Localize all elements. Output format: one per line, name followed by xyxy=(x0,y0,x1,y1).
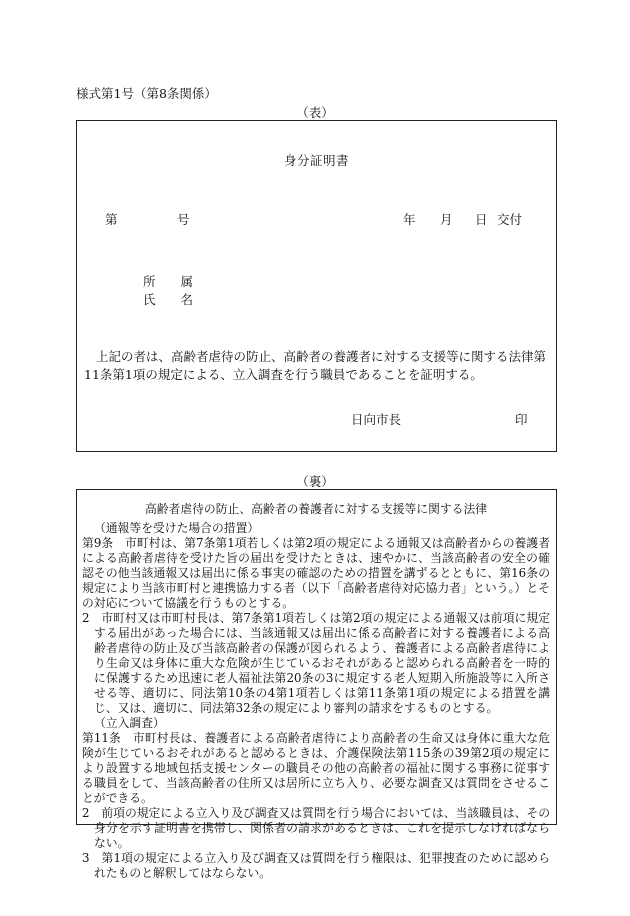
back-side-label: （裏） xyxy=(296,474,334,489)
certification-text: 上記の者は、高齢者虐待の防止、高齢者の養護者に対する支援等に関する法律第11条第1項の規定による、立入調査を行う職員であることを証明する。 xyxy=(84,349,547,382)
issuer-mayor: 日向市長 xyxy=(351,412,402,427)
article-11-paragraph-3: 3 第1項の規定による立入り及び調査又は質問を行う権限は、犯罪捜査のために認められたものと解釈してはならない。 xyxy=(82,851,550,880)
back-law-box xyxy=(76,489,557,880)
issue-year-label: 年 xyxy=(403,212,416,227)
section-heading-notification: （通報等を受けた場合の措置） xyxy=(94,521,260,535)
law-title: 高齢者虐待の防止、高齢者の養護者に対する支援等に関する法律 xyxy=(144,502,488,516)
name-label: 氏 名 xyxy=(143,292,194,307)
law-excerpt xyxy=(82,502,550,881)
article-11: 第11条 市町村長は、養護者による高齢者虐待により高齢者の生命又は身体に重大な危険が生じているおそれがあると認めるときは、介護保険法第115条の39第2項の規定により設置する地域包括支援センターの職員その他の高齢者の福祉に関する事務に従事する職員をして、当該高齢者の住所又は居所に立ち入り、必要な調査又は質問をさせることができる。 xyxy=(82,731,550,805)
issued-label: 交付 xyxy=(497,212,523,227)
number-suffix: 号 xyxy=(177,212,190,227)
front-certificate-box xyxy=(76,120,557,452)
seal-mark: 印 xyxy=(515,412,528,427)
issue-month-label: 月 xyxy=(440,212,453,227)
certificate-title: 身分証明書 xyxy=(283,153,349,168)
issue-day-label: 日 xyxy=(475,212,488,227)
number-prefix: 第 xyxy=(105,212,118,227)
front-side-label: （表） xyxy=(296,105,334,120)
section-heading-inspection: （立入調査） xyxy=(94,716,165,730)
article-11-paragraph-2: 2 前項の規定による立入り及び調査又は質問を行う場合においては、当該職員は、その身分を示す証明書を携帯し、関係者の請求があるときは、これを提示しなければならない。 xyxy=(82,806,550,850)
affiliation-label: 所 属 xyxy=(143,274,194,289)
article-9: 第9条 市町村は、第7条第1項若しくは第2項の規定による通報又は高齢者からの養護者による高齢者虐待を受けた旨の届出を受けたときは、速やかに、当該高齢者の安全の確認その他当該通報又は届出に係る事実の確認のための措置を講ずるとともに、第16条の規定により当該市町村と連携協力する者（以下「高齢者虐待対応協力者」という。）とその対応について協議を行うものとする。 xyxy=(82,536,550,610)
form-number-label: 様式第1号（第8条関係） xyxy=(76,86,217,101)
article-9-paragraph-2: 2 市町村又は市町村長は、第7条第1項若しくは第2項の規定による通報又は前項に規定する届出があった場合には、当該通報又は届出に係る高齢者に対する養護者による高齢者虐待の防止及び当該高齢者の保護が図られるよう、養護者による高齢者虐待により生命又は身体に重大な危険が生じているおそれがあると認められる高齢者を一時的に保護するため迅速に老人福祉法第20条の3に規定する老人短期入所施設等に入所させる等、適切に、同法第10条の4第1項若しくは第11条第1項の規定による措置を講じ、又は、適切に、同法第32条の規定により審判の請求をするものとする。 xyxy=(82,611,550,715)
